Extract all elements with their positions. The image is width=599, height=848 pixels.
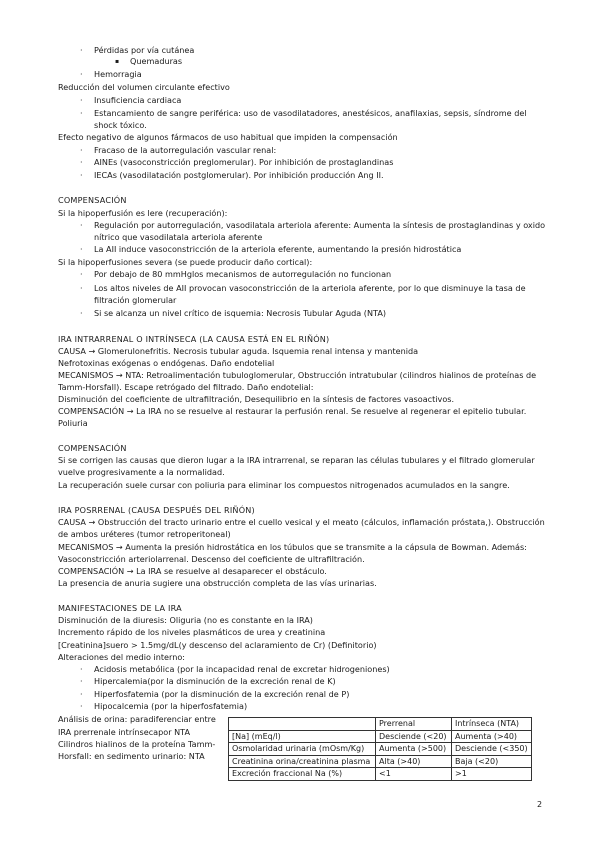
table-cell: Creatinina orina/creatinina plasma [229,755,376,768]
text-line: filtración glomerular [94,295,177,305]
table-header-row [229,718,532,731]
table-row [229,768,532,781]
table-cell: Baja (<20) [452,755,532,768]
section-heading: IRA POSRRENAL (CAUSA DESPUÉS DEL RIÑÓN) [58,505,255,515]
text-line: Efecto negativo de algunos fármacos de uso habitual que impiden la compensación [58,132,398,142]
urine-analysis-table [228,717,532,781]
text-line: Estancamiento de sangre periférica: uso de vasodilatadores, anestésicos, anafilaxias, sepsis, síndrome del [94,108,527,118]
table-cell: Alta (>40) [376,755,452,768]
table-cell: >1 [452,768,532,781]
bullet-dot: · [80,677,83,686]
bullet-dot: · [80,284,83,293]
table-cell: Osmolaridad urinaria (mOsm/Kg) [229,743,376,756]
text-line: Fracaso de la autorregulación vascular renal: [94,145,277,155]
bullet-dot: · [80,270,83,279]
text-line: COMPENSACIÓN → La IRA se resuelve al desaparecer el obstáculo. [58,566,327,576]
text-line: Hipercalemia(por la disminución de la excreción renal de K) [94,676,336,686]
text-line: Quemaduras [130,56,183,66]
text-line: Alteraciones del medio interno: [58,652,186,662]
bullet-dot: · [80,109,83,118]
text-line: Cilindros hialinos de la proteína Tamm- [58,739,216,749]
table-cell: Excreción fraccional Na (%) [229,768,376,781]
text-line: CAUSA → Obstrucción del tracto urinario entre el cuello vesical y el meato (cálculos, inflamación próstata,). Obstrucción [58,517,545,527]
bullet-dot: · [80,70,83,79]
text-line: Hiperfosfatemia (por la disminución de la excreción renal de P) [94,689,350,699]
bullet-square: ▪ [115,58,120,65]
bullet-dot: · [80,309,83,318]
section-heading: COMPENSACIÓN [58,195,127,205]
text-line: La AII induce vasoconstricción de la arteriola eferente, aumentando la presión hidrostática [94,244,462,254]
table-cell: Aumenta (>500) [376,743,452,756]
text-line: MECANISMOS → Aumenta la presión hidrostática en los túbulos que se transmite a la cápsula de Bowman. Además: [58,542,527,552]
bullet-dot: · [80,158,83,167]
section-heading: IRA INTRARRENAL O INTRÍNSECA (LA CAUSA ESTÁ EN EL RIÑÓN) [58,334,330,344]
table-header-cell: Intrínseca (NTA) [452,718,532,731]
text-line: Horsfall: en sedimento urinario: NTA [58,751,205,761]
text-line: COMPENSACIÓN → La IRA no se resuelve al restaurar la perfusión renal. Se resuelve al regenerar el epitelio tubular. [58,406,527,416]
table-row [229,743,532,756]
table-header-cell [229,718,376,731]
text-line: Si la hipoperfusiones severa (se puede producir daño cortical): [58,257,313,267]
bullet-dot: · [80,221,83,230]
bullet-dot: · [80,702,83,711]
table-header-cell: Prerrenal [376,718,452,731]
page-number: 2 [537,800,543,809]
text-line: CAUSA → Glomerulonefritis. Necrosis tubular aguda. Isquemia renal intensa y mantenida [58,346,419,356]
table-cell: Desciende (<20) [376,730,452,743]
text-line: Regulación por autorregulación, vasodilatala arteriola aferente: Aumenta la síntesis de prostaglandinas y oxido [94,220,546,230]
text-line: Hemorragia [94,69,142,79]
table-cell: Aumenta (>40) [452,730,532,743]
text-line: La recuperación suele cursar con poliuria para eliminar los compuestos nitrogenados acumulados en la sangre. [58,480,510,490]
section-heading: COMPENSACIÓN [58,443,127,453]
text-line: Poliuria [58,418,88,428]
text-line: Disminución del coeficiente de ultrafiltración, Desequilibrio en la síntesis de factores vasoactivos. [58,394,455,404]
text-line: nítrico que vasodilatala arteriola aferente [94,232,263,242]
text-line: de ambos uréteres (tumor retroperitoneal) [58,529,231,539]
text-line: Disminución de la diuresis: Oliguria (no es constante en la IRA) [58,615,313,625]
text-line: Si se corrigen las causas que dieron lugar a la IRA intrarrenal, se reparan las células tubulares y el filtrado glomerular [58,455,535,465]
text-line: Hipocalcemia (por la hiperfosfatemia) [94,701,248,711]
bullet-dot: · [80,665,83,674]
text-line: Reducción del volumen circulante efectivo [58,82,230,92]
bullet-dot: · [80,171,83,180]
text-line: IRA prerrenale intrínsecapor NTA [58,727,191,737]
text-line: AINEs (vasoconstricción preglomerular). Por inhibición de prostaglandinas [94,157,394,167]
text-line: Pérdidas por vía cutánea [94,45,195,55]
text-line: Por debajo de 80 mmHglos mecanismos de autorregulación no funcionan [94,269,392,279]
bullet-dot: · [80,690,83,699]
table-cell: Desciende (<350) [452,743,532,756]
text-line: Insuficiencia cardiaca [94,95,182,105]
text-line: IECAs (vasodilatación postglomerular). Por inhibición producción Ang II. [94,170,384,180]
text-line: Análisis de orina: paradiferenciar entre [58,714,216,724]
text-line: Si se alcanza un nivel crítico de isquemia: Necrosis Tubular Aguda (NTA) [94,308,387,318]
bullet-dot: · [80,46,83,55]
text-line: Vasoconstricción arteriolarrenal. Descenso del coeficiente de ultrafiltración. [58,554,365,564]
text-line: Si la hipoperfusión es lere (recuperación): [58,208,228,218]
text-line: Los altos niveles de AII provocan vasoconstricción de la arteriola aferente, por lo que disminuye la tasa de [94,283,526,293]
table-cell: <1 [376,768,452,781]
table-row [229,730,532,743]
bullet-dot: · [80,96,83,105]
text-line: shock tóxico. [94,120,147,130]
section-heading: MANIFESTACIONES DE LA IRA [58,603,182,613]
bullet-dot: · [80,146,83,155]
bullet-dot: · [80,245,83,254]
text-line: Incremento rápido de los niveles plasmáticos de urea y creatinina [58,627,326,637]
text-line: MECANISMOS → NTA: Retroalimentación tubuloglomerular, Obstrucción intratubular (cilindros hialinos de proteínas de [58,370,537,380]
text-line: [Creatinina]suero > 1.5mg/dL(y descenso del aclaramiento de Cr) (Definitorio) [58,640,377,650]
table-cell: [Na] (mEq/l) [229,730,376,743]
table-row [229,755,532,768]
text-line: Tamm-Horsfall). Escape retrógado del filtrado. Daño endotelial: [58,382,314,392]
text-line: La presencia de anuria sugiere una obstrucción completa de las vías urinarias. [58,578,377,588]
text-line: Nefrotoxinas exógenas o endógenas. Daño endotelial [58,358,275,368]
text-line: vuelve progresivamente a la normalidad. [58,467,225,477]
text-line: Acidosis metabólica (por la incapacidad renal de excretar hidrogeniones) [94,664,390,674]
